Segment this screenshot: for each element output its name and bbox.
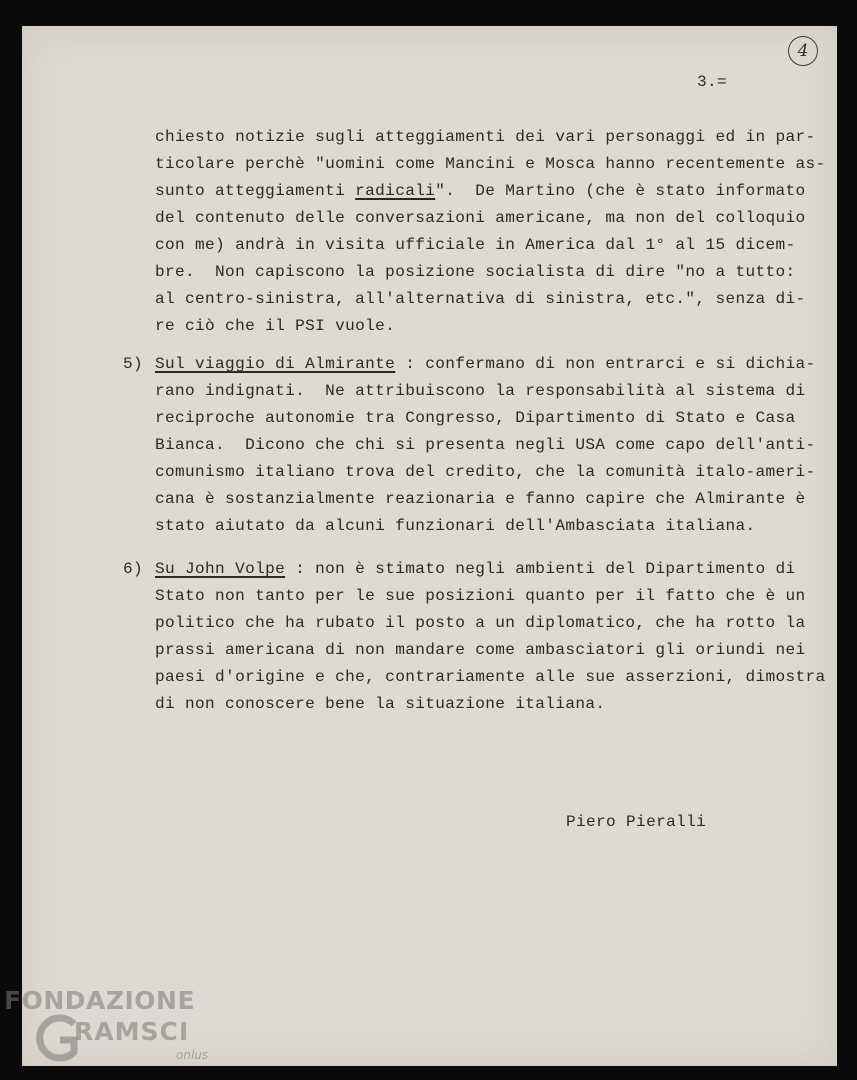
fondazione-gramsci-watermark (4, 986, 224, 1080)
underlined-word: radicali (355, 182, 436, 200)
signature: Piero Pieralli (566, 813, 707, 831)
text-line: paesi d'origine e che, contrariamente alle sue asserzioni, dimostra (155, 668, 826, 686)
text-line: di non conoscere bene la situazione italiana. (155, 695, 606, 713)
archive-number: 4 (788, 36, 818, 66)
page-number: 3.= (697, 73, 728, 91)
item-heading-line (155, 354, 816, 374)
text-line: Stato non tanto per le sue posizioni quanto per il fatto che è un (155, 587, 806, 605)
text-segment: sunto atteggiamenti (155, 182, 356, 200)
text-line: cana è sostanzialmente reazionaria e fanno capire che Almirante è (155, 490, 806, 508)
text-line: bre. Non capiscono la posizione socialista di dire "no a tutto: (155, 263, 796, 281)
text-line: con me) andrà in visita ufficiale in America dal 1° al 15 dicem- (155, 236, 796, 254)
watermark-line1: FONDAZIONE (4, 986, 196, 1015)
text-segment: : non è stimato negli ambienti del Dipartimento di (285, 560, 796, 578)
text-line: reciproche autonomie tra Congresso, Dipartimento di Stato e Casa (155, 409, 796, 427)
text-line: re ciò che il PSI vuole. (155, 317, 396, 335)
text-line: comunismo italiano trova del credito, che la comunità italo-ameri- (155, 463, 816, 481)
text-line: politico che ha rubato il posto a un diplomatico, che ha rotto la (155, 614, 806, 632)
text-line: Bianca. Dicono che chi si presenta negli USA come capo dell'anti- (155, 436, 816, 454)
text-segment: ". De Martino (che è stato informato (435, 182, 806, 200)
text-line: stato aiutato da alcuni funzionari dell'Ambasciata italiana. (155, 517, 756, 535)
text-line: ticolare perchè "uomini come Mancini e Mosca hanno recentemente as- (155, 155, 826, 173)
text-line: del contenuto delle conversazioni americane, ma non del colloquio (155, 209, 806, 227)
text-line-with-underline (155, 181, 806, 201)
text-line: chiesto notizie sugli atteggiamenti dei vari personaggi ed in par- (155, 128, 816, 146)
item-number: 6) (123, 560, 144, 578)
text-line: al centro-sinistra, all'alternativa di sinistra, etc.", senza di- (155, 290, 806, 308)
item-heading-line (155, 559, 796, 579)
text-line: prassi americana di non mandare come ambasciatori gli oriundi nei (155, 641, 806, 659)
item-heading: Su John Volpe (155, 560, 286, 578)
watermark-line3: onlus (176, 1048, 209, 1062)
text-line: rano indignati. Ne attribuiscono la responsabilità al sistema di (155, 382, 806, 400)
item-heading: Sul viaggio di Almirante (155, 355, 396, 373)
item-number: 5) (123, 355, 144, 373)
text-segment: : confermano di non entrarci e si dichia- (395, 355, 816, 373)
watermark-line2: RAMSCI (74, 1017, 190, 1046)
document-page (22, 26, 837, 1066)
